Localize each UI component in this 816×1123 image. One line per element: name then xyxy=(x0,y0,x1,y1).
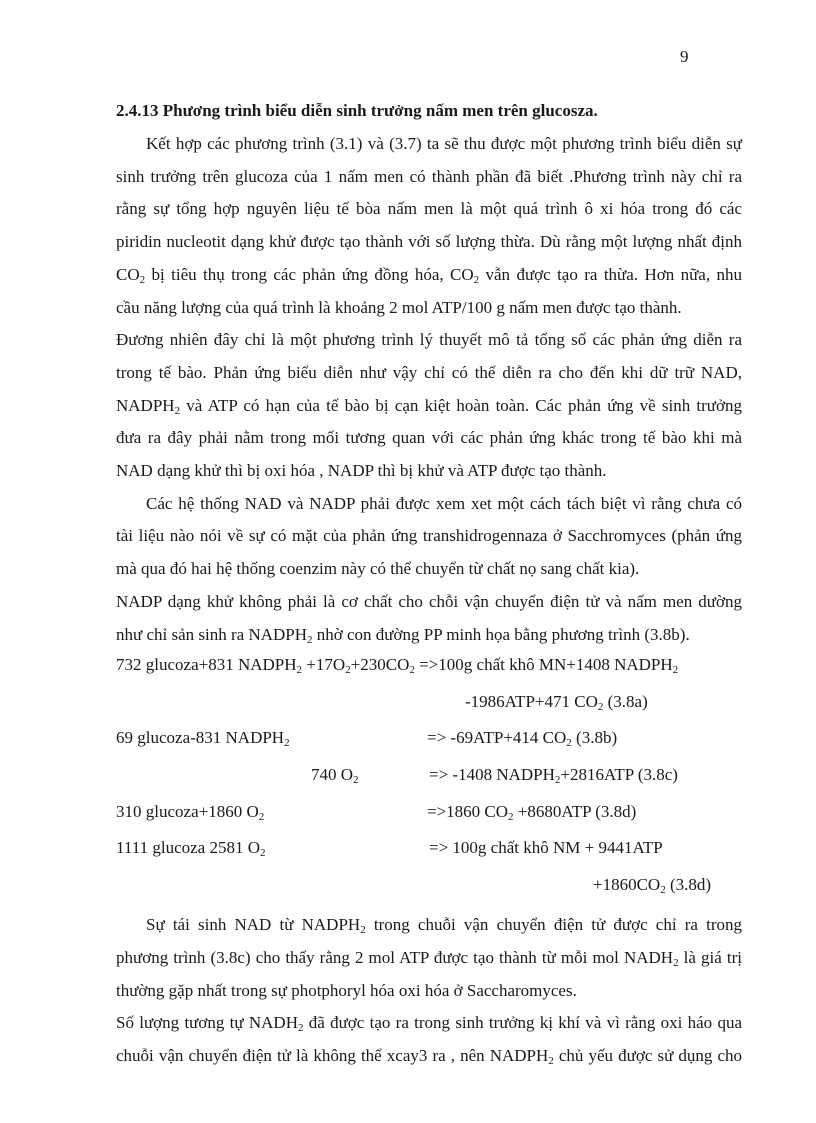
text-line: sinh trưởng trên glucoza của 1 nấm men có thành phần đã biết .Phương trình này chỉ ra xyxy=(116,166,742,186)
text-line: Các hệ thống NAD và NADP phải được xem xet một cách tách biệt vì rằng chưa có xyxy=(146,493,742,513)
paragraph-4 xyxy=(116,586,742,651)
document-body xyxy=(116,94,742,1073)
text-line: phương trình (3.8c) cho thấy rằng 2 mol ATP được tạo thành từ mỗi mol $NADH_2$ là giá trị xyxy=(116,947,742,969)
equation-3-8a-line-2: -1986ATP+471 $CO_2$ (3.8a) xyxy=(465,692,648,714)
text-line: đưa ra đây phải nằm trong mối tương quan với các phản ứng khác trong tế bào khi mà xyxy=(116,428,742,448)
equation-3-8b-right: => -69ATP+414 $CO_2$ (3.8b) xyxy=(427,728,618,750)
equation-3-8d-right: =>1860 $CO_2 +8680ATP$ (3.8d) xyxy=(427,802,637,824)
text-line: piridin nucleotit dạng khử được tạo thành với số lượng thừa. Dù rằng một lượng nhất định xyxy=(116,232,742,252)
text-line: mà qua đó hai hệ thống coenzim này có thể chuyển từ chất nọ sang chất kia). xyxy=(116,559,640,579)
paragraph-3 xyxy=(116,488,742,586)
text-line: Sự tái sinh NAD từ $NADPH_2$ trong chuỗi vận chuyển điện tử được chỉ ra trong xyxy=(146,915,742,937)
equation-total-right: => 100g chất khô NM + 9441ATP xyxy=(429,838,663,858)
equation-3-8c-right: => -1408 $NADPH_2+2816ATP$ (3.8c) xyxy=(429,765,678,787)
equation-total-left: 1111 glucoza 2581 $O_2$ xyxy=(116,838,266,860)
section-heading: 2.4.13 Phương trình biểu diễn sinh trưởng nấm men trên glucosza. xyxy=(116,101,598,120)
text-line: thường gặp nhất trong sự photphoryl hóa oxi hóa ở Saccharomyces. xyxy=(116,980,577,1000)
paragraph-2 xyxy=(116,324,742,488)
text-line: Kết hợp các phương trình (3.1) và (3.7) ta sẽ thu được một phương trình biểu diễn sự xyxy=(146,134,742,153)
text-line: NADP dạng khử không phải là cơ chất cho chỗi vận chuyển điện tử và nấm men dường xyxy=(116,591,742,611)
text-line: tài liệu nào nói về sự có mặt của phản ứng transhidrogennaza ở Sacchromyces (phản ứng xyxy=(116,526,742,546)
text-line: Số lượng tương tự $NADH_2$ đã được tạo ra trong sinh trưởng kị khí và vì rằng oxi háo qua xyxy=(116,1013,742,1035)
text-line: $NADPH_2$ và ATP có hạn của tế bào bị cạn kiệt hoàn toàn. Các phản ứng về sinh trưởng xyxy=(116,395,742,417)
equation-3-8b-left: 69 glucoza-831 $NADPH_2$ xyxy=(116,728,290,750)
text-line: cầu năng lượng của quá trình là khoảng 2 mol ATP/100 g nấm men được tạo thành. xyxy=(116,297,682,317)
text-line: rằng sự tổng hợp nguyên liệu tế bòa nấm men là một quá trình ô xi hóa trong đó các xyxy=(116,199,742,219)
equation-3-8a-line-1: 732 glucoza+831 $NADPH_2 +17O_2+230CO_2 =>100g$ chất khô MN+1408 $NADPH_2$ xyxy=(116,655,679,677)
equation-block xyxy=(116,651,742,909)
text-line: chuỗi vận chuyển điện tử là không thể xcay3 ra , nên $NADPH_2$ chủ yếu được sử dụng cho xyxy=(116,1046,743,1068)
equation-total-line-2: $+1860CO_2$ (3.8d) xyxy=(593,875,712,897)
page-number: 9 xyxy=(680,47,689,66)
paragraph-5 xyxy=(116,909,742,1007)
paragraph-6 xyxy=(116,1007,742,1072)
text-line: NAD dạng khử thì bị oxi hóa , NADP thì bị khử và ATP được tạo thành. xyxy=(116,461,607,481)
equation-3-8c-left: 740 $O_2$ xyxy=(311,765,359,787)
paragraph-1 xyxy=(116,128,742,324)
text-line: $CO_2$ bị tiêu thụ trong các phản ứng đồng hóa, $CO_2$ vẫn được tạo ra thừa. Hơn nữa, nhu xyxy=(116,264,742,286)
text-line: trong tế bào. Phản ứng biểu diễn như vậy chỉ có thể diễn ra cho đến khi dữ trữ NAD, xyxy=(116,362,742,382)
text-line: Đương nhiên đây chỉ là một phương trình lý thuyết mô tả tổng số các phản ứng diễn ra xyxy=(116,330,742,350)
text-line: như chỉ sản sinh ra $NADPH_2$ nhờ con đường PP minh họa bằng phương trình (3.8b). xyxy=(116,624,690,646)
equation-3-8d-left: 310 glucoza+1860 $O_2$ xyxy=(116,802,265,824)
